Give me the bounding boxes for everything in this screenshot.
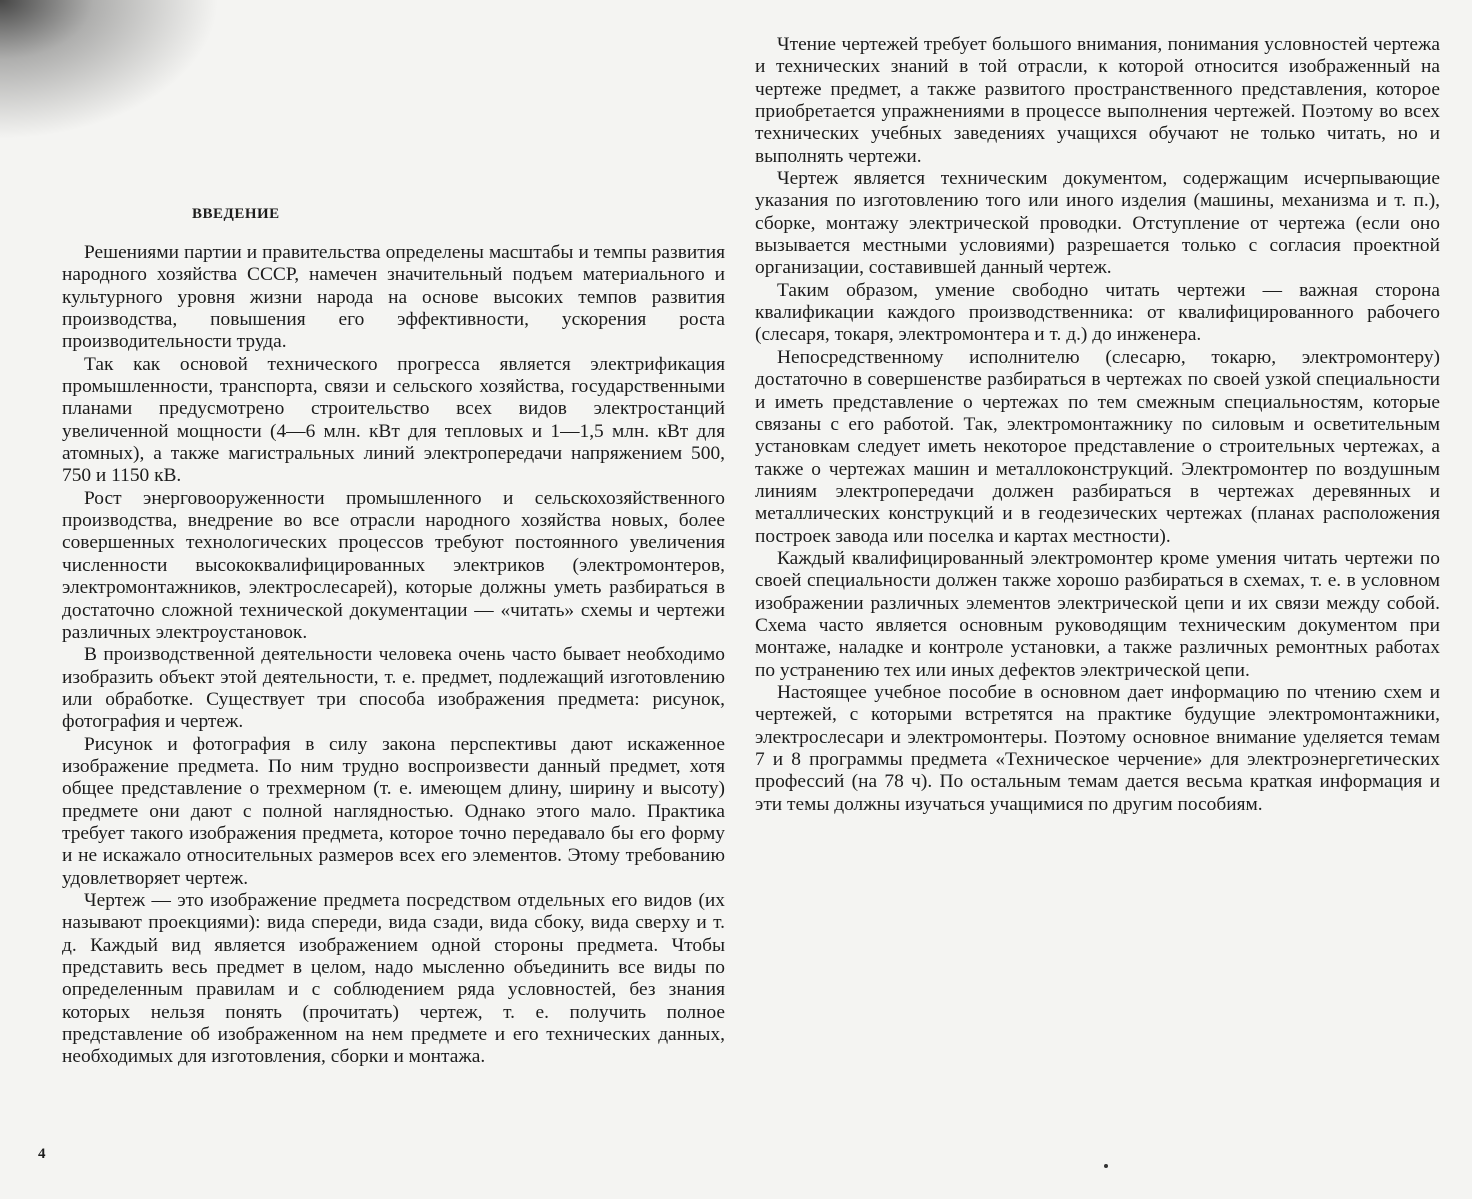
paragraph: Каждый квалифицированный электромонтер кроме умения читать чертежи по своей специальности должен также хорошо разбираться в схемах, т. е. в условном изображении различных элементов электрической цепи и их связи между собой. Схема часто является основным руководящим техническим документом при монтаже, наладке и контроле установки, а также различных ремонтных работах по устранению тех или иных дефектов электрической цепи. (755, 547, 1440, 681)
paragraph: Так как основой технического прогресса является электрификация промышленности, транспорта, связи и сельского хозяйства, государственными планами предусмотрено строительство всех видов электростанций увеличенной мощности (4—6 млн. кВт для тепловых и 1—1,5 млн. кВт для атомных), а также магистральных линий электропередачи напряжением 500, 750 и 1150 кВ. (62, 353, 725, 487)
left-text-column (62, 242, 725, 1069)
chapter-heading: ВВЕДЕНИЕ (192, 206, 280, 222)
right-text-column (755, 34, 1440, 816)
paragraph: Рост энерговооруженности промышленного и сельскохозяйственного производства, внедрение во все отрасли народного хозяйства новых, более совершенных технологических процессов требуют постоянного увеличения численности высококвалифицированных электриков (электромонтеров, электромонтажников, электрослесарей), которые должны уметь разбираться в достаточно сложной технической документации — «читать» схемы и чертежи различных электроустановок. (62, 487, 725, 643)
paragraph: Чертеж — это изображение предмета посредством отдельных его видов (их называют проекциями): вида спереди, вида сзади, вида сбоку, вида сверху и т. д. Каждый вид является изображением одной стороны предмета. Чтобы представить весь предмет в целом, надо мысленно объединить все виды по определенным правилам и с соблюдением ряда условностей, без знания которых нельзя понять (прочитать) чертеж, т. е. получить полное представление об изображенном на нем предмете и его технических данных, необходимых для изготовления, сборки и монтажа. (62, 889, 725, 1068)
paragraph: Непосредственному исполнителю (слесарю, токарю, электромонтеру) достаточно в совершенстве разбираться в чертежах по своей узкой специальности и иметь представление о чертежах по тем смежным специальностям, которые связаны с его работой. Так, электромонтажнику по силовым и осветительным установкам следует иметь некоторое представление о строительных чертежах, а также о чертежах машин и металлоконструкций. Электромонтер по воздушным линиям электропередачи должен разбираться в чертежах деревянных и металлических конструкций и в геодезических чертежах (планах расположения построек завода или поселка и картах местности). (755, 346, 1440, 547)
paragraph: Чертеж является техническим документом, содержащим исчерпывающие указания по изготовлению того или иного изделия (машины, механизма и т. п.), сборке, монтажу электрической проводки. Отступление от чертежа (если оно вызывается местными условиями) разрешается только с согласия проектной организации, составившей данный чертеж. (755, 168, 1440, 279)
right-page (736, 0, 1472, 1199)
ink-speck (1104, 1164, 1108, 1168)
paragraph: Решениями партии и правительства определены масштабы и темпы развития народного хозяйства СССР, намечен значительный подъем материального и культурного уровня жизни народа на основе высоких темпов развития производства, повышения его эффективности, ускорения роста производительности труда. (62, 242, 725, 353)
page-number: 4 (38, 1146, 46, 1162)
paragraph: В производственной деятельности человека очень часто бывает необходимо изобразить объект этой деятельности, т. е. предмет, подлежащий изготовлению или обработке. Существует три способа изображения предмета: рисунок, фотография и чертеж. (62, 644, 725, 733)
paragraph: Настоящее учебное пособие в основном дает информацию по чтению схем и чертежей, с которыми встретятся на практике будущие электромонтажники, электрослесари и электромонтеры. Поэтому основное внимание уделяется темам 7 и 8 программы предмета «Техническое черчение» для электроэнергетических профессий (на 78 ч). По остальным темам дается весьма краткая информация и эти темы должны изучаться учащимися по другим пособиям. (755, 681, 1440, 815)
paragraph: Рисунок и фотография в силу закона перспективы дают искаженное изображение предмета. По ним трудно воспроизвести данный предмет, хотя общее представление о трехмерном (т. е. имеющем длину, ширину и высоту) предмете они дают с полной наглядностью. Однако этого мало. Практика требует такого изображения предмета, которое точно передавало бы его форму и не искажало относительных размеров всех его элементов. Этому требованию удовлетворяет чертеж. (62, 733, 725, 889)
paragraph: Чтение чертежей требует большого внимания, понимания условностей чертежа и технических знаний в той отрасли, к которой относится изображенный на чертеже предмет, а также развитого пространственного представления, которое приобретается упражнениями в процессе выполнения чертежей. Поэтому во всех технических учебных заведениях учащихся обучают не только читать, но и выполнять чертежи. (755, 34, 1440, 167)
paragraph: Таким образом, умение свободно читать чертежи — важная сторона квалификации каждого производственника: от квалифицированного рабочего (слесаря, токаря, электромонтера и т. д.) до инженера. (755, 279, 1440, 346)
